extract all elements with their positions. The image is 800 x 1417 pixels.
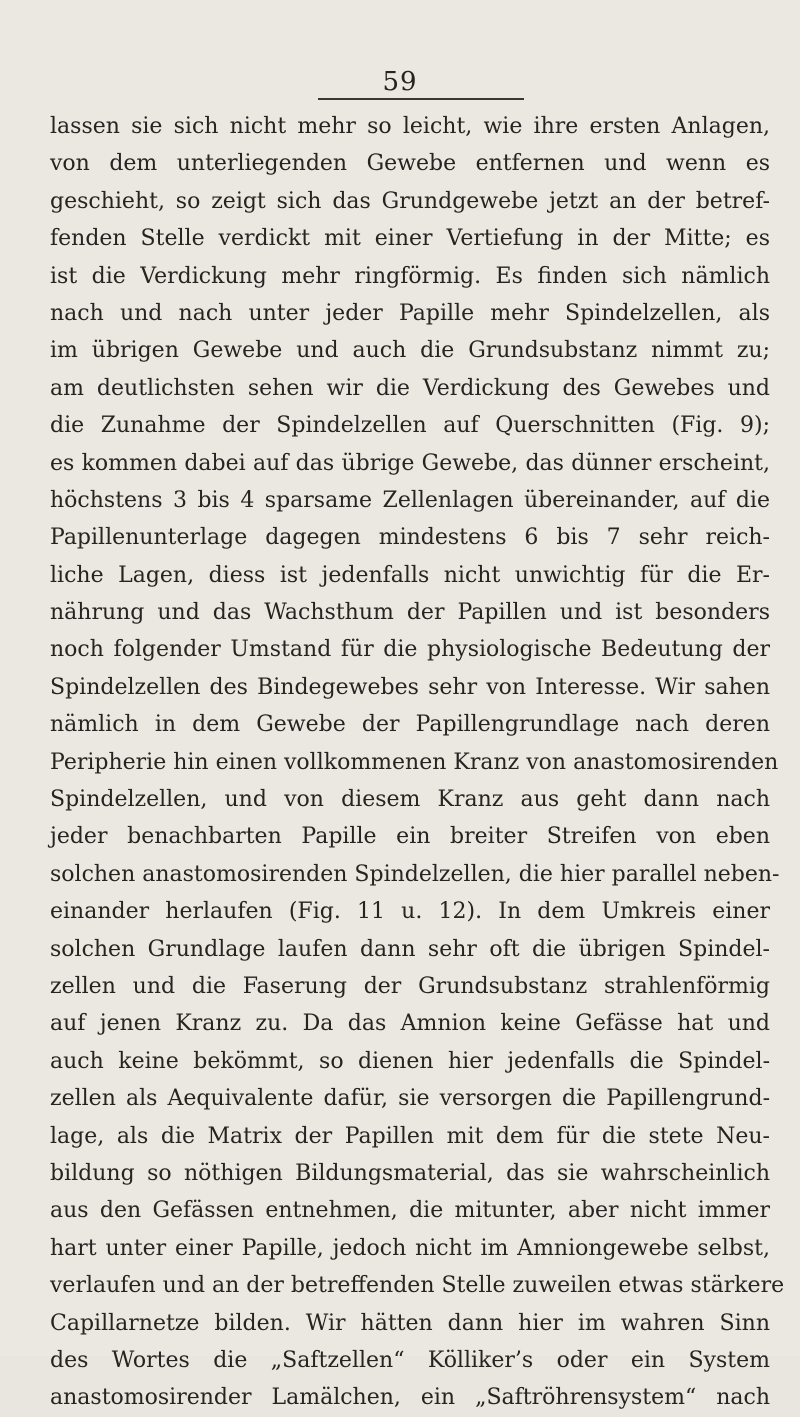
text-line: auch keine bekömmt, so dienen hier jedenfalls die Spindel-: [50, 1048, 770, 1074]
page-number-rule: [318, 98, 524, 100]
text-line: die Zunahme der Spindelzellen auf Querschnitten (Fig. 9);: [50, 413, 770, 439]
text-line: es kommen dabei auf das übrige Gewebe, das dünner erscheint,: [50, 450, 770, 476]
text-line: lage, als die Matrix der Papillen mit dem für die stete Neu-: [50, 1123, 770, 1149]
text-line: ist die Verdickung mehr ringförmig. Es finden sich nämlich: [50, 263, 770, 289]
text-line: im übrigen Gewebe und auch die Grundsubstanz nimmt zu;: [50, 338, 770, 364]
text-line: einander herlaufen (Fig. 11 u. 12). In dem Umkreis einer: [50, 899, 770, 925]
page-number: 59: [382, 67, 418, 97]
text-line: Spindelzellen des Bindegewebes sehr von Interesse. Wir sahen: [50, 674, 770, 700]
body-text: [50, 108, 785, 1417]
text-line: geschieht, so zeigt sich das Grundgewebe jetzt an der betref-: [50, 188, 770, 214]
text-line: Capillarnetze bilden. Wir hätten dann hier im wahren Sinn: [50, 1310, 770, 1336]
text-line: höchstens 3 bis 4 sparsame Zellenlagen übereinander, auf die: [50, 487, 770, 513]
text-line: liche Lagen, diess ist jedenfalls nicht unwichtig für die Er-: [50, 562, 770, 588]
text-line: bildung so nöthigen Bildungsmaterial, das sie wahrscheinlich: [50, 1160, 770, 1186]
text-line: solchen Grundlage laufen dann sehr oft die übrigen Spindel-: [50, 936, 770, 962]
text-line: aus den Gefässen entnehmen, die mitunter, aber nicht immer: [50, 1198, 770, 1224]
text-line: hart unter einer Papille, jedoch nicht im Amniongewebe selbst,: [50, 1235, 770, 1261]
text-line: zellen und die Faserung der Grundsubstanz strahlenförmig: [50, 973, 770, 999]
text-line: auf jenen Kranz zu. Da das Amnion keine Gefässe hat und: [50, 1011, 770, 1037]
text-line: anastomosirender Lamälchen, ein „Saftröhrensystem“ nach: [50, 1385, 770, 1411]
text-line: des Wortes die „Saftzellen“ Kölliker’s oder ein System: [50, 1347, 770, 1373]
text-line: zellen als Aequivalente dafür, sie versorgen die Papillengrund-: [50, 1086, 770, 1112]
text-line: Papillenunterlage dagegen mindestens 6 bis 7 sehr reich-: [50, 525, 770, 551]
text-line: verlaufen und an der betreffenden Stelle zuweilen etwas stärkere: [50, 1273, 785, 1299]
text-line: fenden Stelle verdickt mit einer Vertiefung in der Mitte; es: [50, 226, 770, 252]
text-line: von dem unterliegenden Gewebe entfernen und wenn es: [50, 151, 770, 177]
text-line: solchen anastomosirenden Spindelzellen, die hier parallel neben-: [50, 861, 780, 887]
text-line: nach und nach unter jeder Papille mehr Spindelzellen, als: [50, 300, 770, 326]
text-line: noch folgender Umstand für die physiologische Bedeutung der: [50, 637, 770, 663]
text-line: Spindelzellen, und von diesem Kranz aus geht dann nach: [50, 787, 770, 813]
text-line: nämlich in dem Gewebe der Papillengrundlage nach deren: [50, 712, 770, 738]
text-line: lassen sie sich nicht mehr so leicht, wie ihre ersten Anlagen,: [50, 114, 770, 139]
text-line: jeder benachbarten Papille ein breiter Streifen von eben: [50, 824, 770, 850]
text-line: Peripherie hin einen vollkommenen Kranz von anastomosirenden: [50, 749, 779, 775]
text-line: nährung und das Wachsthum der Papillen und ist besonders: [50, 600, 770, 626]
text-line: am deutlichsten sehen wir die Verdickung des Gewebes und: [50, 375, 770, 401]
